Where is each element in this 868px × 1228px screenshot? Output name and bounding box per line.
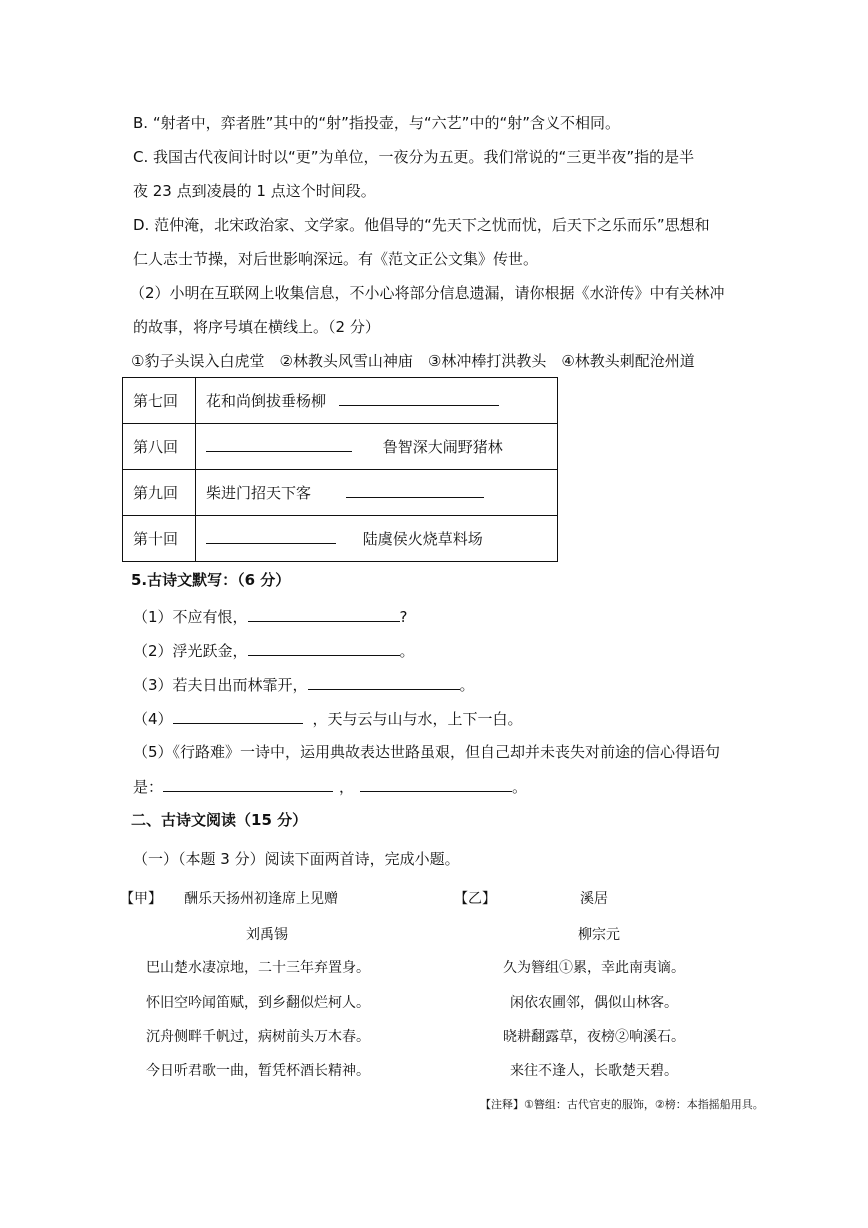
poem-yi-author: 柳宗元 xyxy=(578,927,620,943)
q5-item2-text: （2）浮光跃金， xyxy=(133,642,248,660)
poem-yi-title: 溪居 xyxy=(580,891,608,907)
answer-blank[interactable] xyxy=(248,640,400,656)
chapter-title: 陆虞侯火烧草料场 xyxy=(362,530,483,548)
answer-blank[interactable] xyxy=(248,606,400,622)
answer-blank[interactable] xyxy=(206,436,352,452)
chapter-title: 花和尚倒拔垂杨柳 xyxy=(206,392,327,410)
title-cell xyxy=(196,378,558,424)
poem-jia-line: 沉舟侧畔千帆过，病树前头万木春。 xyxy=(146,1029,370,1045)
poem-jia-author: 刘禹锡 xyxy=(246,927,288,943)
poem-jia-line: 怀旧空吟闻笛赋，到乡翻似烂柯人。 xyxy=(146,995,370,1011)
table-row xyxy=(123,378,558,424)
option-d-line1: D. 范仲淹，北宋政治家、文学家。他倡导的“先天下之忧而忧，后天下之乐而乐”思想和 xyxy=(133,216,710,234)
poem-jia-tag: 【甲】 xyxy=(120,891,162,907)
answer-blank[interactable] xyxy=(173,708,303,724)
chapter-cell: 第七回 xyxy=(123,378,196,424)
q5-item4-text: （4） xyxy=(133,710,173,728)
section2-subtitle: （一）（本题 3 分）阅读下面两首诗，完成小题。 xyxy=(133,850,460,868)
q5-item3 xyxy=(133,674,475,695)
q5-item5-end: 。 xyxy=(512,778,528,796)
answer-blank[interactable] xyxy=(346,482,484,498)
option-c-line2: 夜 23 点到凌晨的 1 点这个时间段。 xyxy=(133,182,376,200)
poem-yi-line: 闲依农圃邻，偶似山林客。 xyxy=(510,995,678,1011)
q5-item5-comma: ， xyxy=(339,778,355,796)
poem-jia-line: 今日听君歌一曲，暂凭杯酒长精神。 xyxy=(146,1063,370,1079)
section2-title: 二、古诗文阅读（15 分） xyxy=(131,811,308,829)
chapter-table xyxy=(122,377,558,562)
chapter-title: 柴进门招天下客 xyxy=(206,484,312,502)
q5-item2-end: 。 xyxy=(399,642,415,660)
answer-blank[interactable] xyxy=(308,674,460,690)
poem-yi-tag: 【乙】 xyxy=(454,891,496,907)
table-row xyxy=(123,424,558,470)
poem-yi-line: 晓耕翻露草，夜榜②响溪石。 xyxy=(503,1029,685,1045)
q5-item1-end: ? xyxy=(399,608,408,626)
answer-blank[interactable] xyxy=(163,776,333,792)
q5-item2 xyxy=(133,640,415,661)
poem-jia-line: 巴山楚水凄凉地，二十三年弃置身。 xyxy=(146,960,370,976)
q5-item1-text: （1）不应有恨， xyxy=(133,608,248,626)
option-d-line2: 仁人志士节操，对后世影响深远。有《范文正公文集》传世。 xyxy=(133,250,539,268)
option-c-line1: C. 我国古代夜间计时以“更”为单位，一夜分为五更。我们常说的“三更半夜”指的是半 xyxy=(133,148,695,166)
q4-part2-choices: ①豹子头误入白虎堂 ②林教头风雪山神庙 ③林冲棒打洪教头 ④林教头刺配沧州道 xyxy=(131,352,695,370)
answer-blank[interactable] xyxy=(360,776,512,792)
q5-item4 xyxy=(133,708,523,729)
q4-part2-line2: 的故事，将序号填在横线上。（2 分） xyxy=(133,318,380,336)
q5-item5-line1: （5）《行路难》一诗中，运用典故表达世路虽艰，但自己却并未丧失对前途的信心得语句 xyxy=(133,743,721,761)
q5-item4-end: ，天与云与山与水，上下一白。 xyxy=(312,710,523,728)
title-cell xyxy=(196,470,558,516)
q5-item3-end: 。 xyxy=(459,676,475,694)
option-b: B. “射者中，弈者胜”其中的“射”指投壶，与“六艺”中的“射”含义不相同。 xyxy=(133,114,620,132)
q5-item5-text: 是： xyxy=(133,778,164,796)
poem-yi-line: 来往不逢人，长歌楚天碧。 xyxy=(510,1063,678,1079)
table-row xyxy=(123,516,558,562)
answer-blank[interactable] xyxy=(339,390,499,406)
poem-yi-line: 久为簪组①累，幸此南夷谪。 xyxy=(503,960,685,976)
chapter-cell: 第九回 xyxy=(123,470,196,516)
q5-item5-line2 xyxy=(133,776,527,797)
chapter-title: 鲁智深大闹野猪林 xyxy=(382,438,503,456)
answer-blank[interactable] xyxy=(206,528,336,544)
q4-part2-line1: （2）小明在互联网上收集信息，不小心将部分信息遗漏，请你根据《水浒传》中有关林冲 xyxy=(130,284,725,302)
title-cell xyxy=(196,424,558,470)
q5-item3-text: （3）若夫日出而林霏开， xyxy=(133,676,308,694)
table-row xyxy=(123,470,558,516)
title-cell xyxy=(196,516,558,562)
annotation-note: 【注释】①簪组：古代官吏的服饰，②榜：本指摇船用具。 xyxy=(480,1098,764,1111)
chapter-cell: 第十回 xyxy=(123,516,196,562)
q5-title: 5.古诗文默写：（6 分） xyxy=(131,571,291,589)
chapter-cell: 第八回 xyxy=(123,424,196,470)
poem-jia-title: 酬乐天扬州初逢席上见赠 xyxy=(184,891,338,907)
q5-item1 xyxy=(133,606,408,627)
